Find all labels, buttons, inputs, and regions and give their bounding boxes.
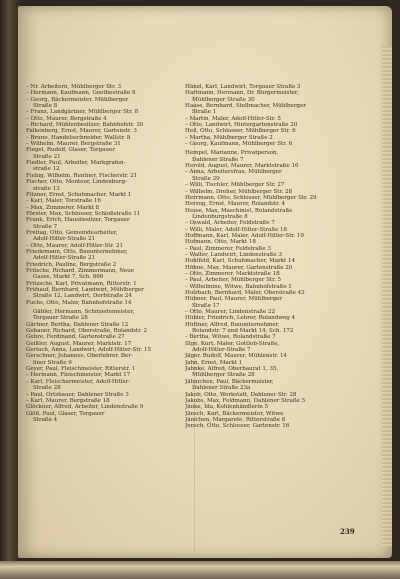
directory-entry: Freitag, Otto, Gemeindearbeiter, — [26, 229, 118, 236]
directory-entry: Straße 7 — [33, 223, 58, 230]
directory-entry: Gehre, Ferdinand, Gartenstraße 27 — [26, 334, 125, 341]
directory-entry: Gerschner, Johannes, Oberlehrer, Ber- — [26, 353, 133, 360]
directory-entry: – Wilhelmine, Witwe, Bahnhofstraße 1 — [185, 283, 292, 290]
directory-entry: Herold, August, Maurer, Marktstraße 16 — [185, 163, 299, 170]
directory-entry: Hüttner, Alfred, Bauunternehmer, — [185, 321, 280, 328]
directory-entry: Mühlberger Straße 30 — [192, 96, 255, 103]
directory-entry: – Otto, Landwirt, Hintergartenstraße 20 — [185, 122, 298, 129]
directory-entry: – Paul, Zimmerer, Feldstraße 3 — [185, 245, 271, 252]
directory-entry: Adolf-Hitler-Straße 21 — [33, 236, 96, 243]
directory-entry: Straße 28 — [33, 385, 61, 392]
directory-entry: Fiebig, Wilhelm, Rentner, Fischerstr. 21 — [26, 172, 138, 179]
directory-entry: – Bruno, Handelsschneider, Wallstr. 8 — [26, 134, 131, 141]
page-number: 239 — [340, 527, 355, 536]
directory-entry: Fitzner, Ernst, Schuhmacher, Markt 1 — [26, 191, 132, 198]
directory-entry: Gasse, Markt 7, Sch. 866 — [33, 274, 104, 281]
directory-entry: – Max, Zimmerer, Markt 8 — [26, 204, 100, 211]
directory-entry: Gebauer, Richard, Oberstraße, Rolandstr. 2 — [26, 328, 148, 335]
directory-entry: – Paul, Arbeiter, Mühlberger Str. 5 — [185, 277, 282, 284]
directory-entry: – Wilhelm, Dreher, Mühlberger Str. 28 — [185, 188, 292, 195]
directory-entry: Hohlfeld, Karl, Schuhmacher, Markt 14 — [185, 258, 295, 265]
directory-entry: Herrmann, Otto, Schlosser, Mühlberger Str. 29 — [185, 194, 317, 201]
directory-entry: Jakobs, Max, Feldmann, Dahlener Straße 5 — [185, 397, 306, 404]
directory-entry: – Paul, Ortsbauer, Dahlener Straße 3 — [26, 391, 129, 398]
directory-entry: Straße 12, Landwirt, Dorfstraße 24 — [33, 293, 132, 300]
directory-entry: – Richard, Mühlenbesitzer, Bahnhofstr. 30 — [26, 122, 144, 129]
right-column — [185, 84, 349, 430]
directory-entry: Frühauf, Bernhard, Landwirt, Mühlberger — [26, 287, 144, 293]
directory-entry: Dahlener Straße 23a — [192, 385, 251, 392]
directory-entry: – Nr. Arbeitern, Mühlberger Str. 3 — [26, 84, 122, 90]
directory-entry: – Franz, Landgärtner, Mühlberger Str. 8 — [26, 109, 139, 116]
directory-entry: Gärtner, Bertha, Dahlener Straße 12 — [26, 321, 129, 328]
directory-entry: – Martin, Maler, Adolf-Hitler-Str. 5 — [185, 115, 281, 122]
directory-entry: – Walter, Landwirt, Lindenstraße 3 — [185, 251, 282, 258]
directory-entry: Jensch, Otto, Schlosser, Gartenstr. 16 — [185, 423, 290, 430]
directory-entry: straße 12 — [33, 166, 60, 173]
directory-entry: Lindenburgstraße 8 — [192, 213, 248, 220]
directory-entry: – Georg, Kaufmann, Mühlberger Str. 6 — [185, 141, 293, 148]
directory-entry: Dahlener Straße 7 — [192, 156, 244, 163]
directory-entry: – Otto, Zimmerer, Marktstraße 18 — [185, 270, 280, 277]
directory-entry: Illge, Kurt, Maler, Gottlob-Straße, — [185, 340, 280, 347]
directory-entry: Straße 29 — [192, 175, 220, 182]
directory-entry: Straße 21 — [33, 153, 61, 160]
directory-entry: Glöß, Paul, Glaser, Torgauer — [26, 410, 105, 417]
directory-entry: – Karl, Maler, Torstraße 16 — [26, 198, 101, 205]
directory-entry: Frank, Erich, Hausbesitzer, Torgauer — [26, 217, 130, 224]
directory-entry: – Hermann, Kaufmann, Goethestraße 8 — [26, 90, 136, 97]
directory-entry: Herzog, Ernst, Maurer, Rolandstr. 4 — [185, 201, 286, 208]
directory-entry: Fritzsche, Karl, Privatmann, Ritterstr. 1 — [26, 280, 137, 287]
directory-entry: – Anna, Arbeitersfrau, Mühlberger — [185, 169, 282, 176]
directory-entry: Adolf-Hitler-Straße 7 — [192, 347, 251, 354]
directory-entry: – Otto, Maurer, Bergstraße 4 — [26, 115, 107, 122]
directory-entry: – Willi, Maler, Adolf-Hitler-Straße 18 — [185, 226, 287, 233]
directory-entry: Fiegel, Rudolf, Glaser, Torgauer — [26, 147, 115, 154]
directory-entry: Hübner, Paul, Maurer, Mühlberger — [185, 296, 282, 303]
directory-entry: Jänke, Ida, Kohlenhändlerin 5 — [185, 404, 268, 411]
directory-entry: Förster, Max, Schlosser, Schloßstraße 11 — [26, 210, 141, 217]
directory-entry: Fischer, Otto, Monteur, Lindenburg- — [26, 179, 127, 186]
directory-entry: Geyer, Paul, Fleischmeister, Ritterstr. 1 — [26, 366, 136, 373]
directory-entry: Fuchs, Otto, Maler, Bahnhofstraße 14 — [26, 299, 132, 306]
directory-entry: Jähnichen, Paul, Bäckermeister, — [185, 378, 274, 385]
directory-entry: Falkenberg, Ernst, Maurer, Gartenstr. 3 — [26, 128, 137, 135]
directory-entry: Fritsche, Richard, Zimmermann, Neue — [26, 267, 134, 274]
directory-entry: Heil, Otto, Schlosser, Mühlberger Str. 6 — [185, 128, 296, 135]
directory-entry: Hofmann, Otto, Markt 18 — [185, 239, 256, 246]
directory-entry: Straße 8 — [33, 103, 58, 110]
directory-entry: – Karl, Maurer, Bergstraße 18 — [26, 397, 110, 404]
directory-entry: Glöckner, Alfred, Arbeiter, Lindenstraße 9 — [26, 404, 144, 411]
directory-entry: Jäger, Rudolf, Maurer, Mühlenstr. 14 — [185, 353, 288, 360]
directory-entry: Jakob, Otto, Werkstatt, Dahlener Str. 28 — [185, 391, 297, 398]
directory-entry: Haase, Bernhard, Stellmacher, Mühlberger — [185, 103, 306, 110]
directory-entry: Fiedler, Paul, Arbeiter, Markgrafen- — [26, 160, 126, 167]
directory-entry: – Bertha, Witwe, Rolandstraße 7 — [185, 334, 276, 341]
directory-entry: – Willi, Tischler, Mühlberger Str. 27 — [185, 182, 285, 189]
directory-entry: – Georg, Bäckermeister, Mühlberger — [26, 96, 129, 103]
directory-entry: Hoffmann, Karl, Maler, Adolf-Hitler-Str. 19 — [185, 232, 304, 239]
directory-entry: Adolf-Hitler-Straße 21 — [33, 255, 96, 262]
left-column — [26, 84, 176, 423]
directory-entry: – Otto, Maurer, Lindenstraße 22 — [185, 309, 275, 316]
directory-entry: liner Straße 9 — [33, 359, 72, 366]
directory-entry: Jahnke, Alfred, Oberbaurat 1, 35, — [185, 366, 279, 373]
page-edge — [382, 46, 392, 546]
directory-entry: Geißler, August, Maurer, Marktstr. 17 — [26, 340, 132, 347]
directory-entry: Jänsch, Karl, Bäckermeister, Witwe — [185, 410, 284, 417]
directory-entry: Gäbler, Hermann, Schmiedemeister, — [33, 309, 135, 316]
directory-entry: Mühlberger Straße 28 — [192, 372, 255, 379]
directory-entry: Höhne, Max, Maurer, Gartenstraße 20 — [185, 264, 293, 271]
directory-entry: – Martha, Mühlberger Straße 2 — [185, 134, 273, 141]
directory-entry: Hänel, Karl, Landwirt, Torgauer Straße 3 — [185, 84, 301, 90]
directory-entry: Hartmann, Hermann, Dr. Bürgermeister, — [185, 90, 299, 97]
directory-entry: straße 13 — [33, 185, 60, 192]
directory-entry: Gerlach, Anna, Landwirt, Adolf-Hitler-Str. 15 — [26, 347, 151, 354]
directory-entry: Hesse, Max, Maschinist, Rolandstraße — [185, 207, 293, 214]
directory-entry: Jänichen, Margarete, Ritterstraße 8 — [185, 416, 286, 423]
directory-entry: Straße 17 — [192, 302, 220, 309]
directory-entry: Rolandstr. 7 und Markt 14, Sch. 172 — [192, 328, 294, 335]
directory-entry: Hempel, Marianne, Privatperson, — [185, 150, 279, 157]
directory-entry: – Wilhelm, Maurer, Bergstraße 31 — [26, 141, 121, 148]
directory-entry: – Karl, Fleischermeister, Adolf-Hitler- — [26, 378, 131, 385]
directory-entry: Hübler, Friedrich, Lehrer, Rolandweg 4 — [185, 315, 295, 322]
book-bottom-edge — [0, 561, 400, 579]
directory-entry: Holzbach, Bernhard, Maler, Oberstraße 43 — [185, 290, 305, 296]
directory-entry: Straße 4 — [33, 416, 58, 423]
directory-entry: Straße 1 — [192, 109, 217, 116]
directory-entry: Torgauer Straße 28 — [33, 315, 88, 322]
directory-entry: – Hermann, Fleischmeister, Markt 17 — [26, 372, 131, 379]
directory-entry: Jahn, Ernst, Markt 1 — [185, 359, 243, 366]
directory-entry: Friedrich, Pauline, Bergstraße 2 — [26, 261, 117, 268]
directory-entry: – Otto, Maurer, Adolf-Hitler-Str. 21 — [26, 242, 123, 249]
directory-entry: – Oswald, Arbeiter, Feldstraße 7 — [185, 220, 275, 227]
directory-entry: Friedemann, Otto, Bauunternehmer, — [26, 248, 128, 255]
